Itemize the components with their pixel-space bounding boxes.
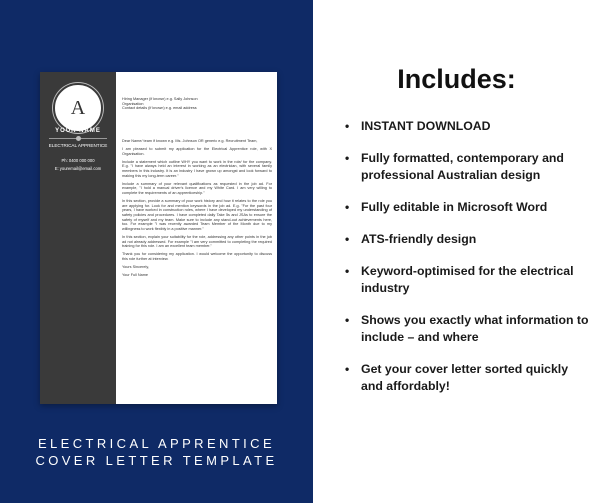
letter-paragraph: I am pleased to submit my application for the Electrical Apprentice role, with X Organisation. bbox=[122, 147, 272, 156]
feature-list bbox=[345, 118, 593, 410]
bullet-icon: • bbox=[345, 119, 350, 133]
caption-line-1: ELECTRICAL APPRENTICE bbox=[37, 436, 276, 451]
letter-paragraph: Include a summary of your relevant qualifications as requested in the job ad. For example, "I hold a manual driver's licence and my White Card. I am very willing to complete the requirements of an apprenticeship." bbox=[122, 181, 272, 195]
bullet-icon: • bbox=[345, 313, 350, 327]
caption-line-2: COVER LETTER TEMPLATE bbox=[35, 453, 278, 468]
bullet-icon: • bbox=[345, 200, 350, 214]
letter-paragraph: In this section, provide a summary of your work history and how it relates to the role you are applying for. Look for and mention keywords in the job ad. E.g. "For the past four years, I have worked in construction roles, where I have developed my understanding of safety policies and procedures. I have completed daily Take 5s and JSAs to ensure the safety of myself and my team. Make sure to include any stand-out achievements here, too. For example "I was recently awarded Team Member of the Month due to my willingness to work flexibly in a positive manner." bbox=[122, 198, 272, 232]
bullet-icon: • bbox=[345, 232, 350, 246]
recipient-line: Contact details (if known) e.g. email address bbox=[122, 106, 197, 111]
recipient-line: Organisation bbox=[122, 101, 144, 106]
feature-item bbox=[345, 263, 593, 297]
applicant-phone: Ph: 0400 000 000 bbox=[61, 158, 95, 163]
feature-item bbox=[345, 312, 593, 346]
letter-paragraph: Include a statement which outline WHY you want to work in the role/ for the company. E.g. "I have always held an interest in working as an electrician, with several family members in this industry. It is an industry I have grown up amongst and look forward to making this my long-term career." bbox=[122, 159, 272, 178]
bullet-icon: • bbox=[345, 264, 350, 278]
signoff: Yours Sincerely, bbox=[122, 264, 150, 269]
feature-text: Fully formatted, contemporary and professional Australian design bbox=[361, 151, 564, 182]
includes-title: Includes: bbox=[397, 64, 516, 94]
signature-name: Your Full Name bbox=[122, 272, 149, 277]
divider-dot-icon bbox=[76, 136, 81, 141]
feature-item bbox=[345, 118, 593, 135]
avatar: A bbox=[53, 83, 103, 133]
feature-item bbox=[345, 361, 593, 395]
applicant-name: YOUR NAME bbox=[55, 128, 101, 134]
includes-panel bbox=[313, 0, 600, 503]
cover-letter-preview bbox=[40, 72, 277, 404]
bullet-icon: • bbox=[345, 362, 350, 376]
letter-paragraph: In this section, explain your suitability for the role, addressing any other points in the job ad not already addressed. For example "I am very committed to completing the required training for this role. I am an excellent team member." bbox=[122, 235, 272, 249]
letter-paragraph: Thank you for considering my application. I would welcome the opportunity to discuss this role further at interview. bbox=[122, 252, 272, 261]
feature-text: Get your cover letter sorted quickly and affordably! bbox=[361, 362, 569, 393]
letter-body bbox=[122, 97, 272, 281]
feature-text: Fully editable in Microsoft Word bbox=[361, 200, 548, 214]
bullet-icon: • bbox=[345, 151, 350, 165]
applicant-email: E: youremail@email.com bbox=[54, 166, 102, 171]
letter-sidebar bbox=[40, 72, 116, 404]
feature-item bbox=[345, 231, 593, 248]
feature-text: Shows you exactly what information to include – and where bbox=[361, 313, 589, 344]
salutation: Dear Name/ team if known e.g. Ms. Johnson OR generic e.g. Recruitment Team, bbox=[122, 139, 258, 144]
applicant-role: ELECTRICAL APPRENTICE bbox=[48, 143, 108, 148]
feature-text: INSTANT DOWNLOAD bbox=[361, 119, 491, 133]
feature-text: Keyword-optimised for the electrical industry bbox=[361, 264, 574, 295]
recipient-line: Hiring Manager (if known) e.g. Sally Johnson bbox=[122, 97, 198, 101]
feature-item bbox=[345, 150, 593, 184]
feature-text: ATS-friendly design bbox=[361, 232, 477, 246]
feature-item bbox=[345, 199, 593, 216]
